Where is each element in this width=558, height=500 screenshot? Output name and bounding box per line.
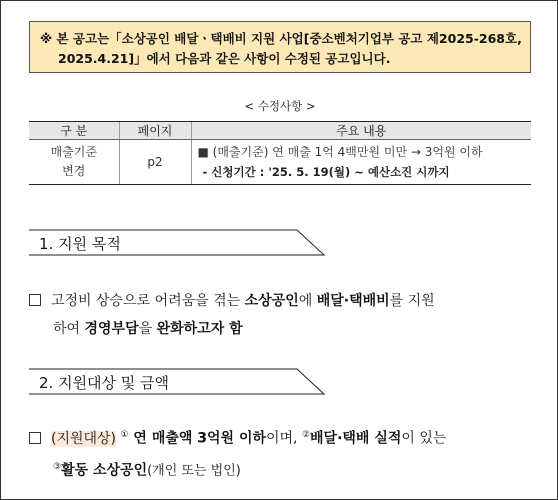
- revision-table: [29, 121, 531, 185]
- target-label: (지원대상): [51, 430, 117, 447]
- text-segment: 하여: [53, 321, 85, 337]
- text-emphasis-relief: 완화하고자 함: [156, 321, 243, 337]
- section-2-heading: [29, 368, 329, 395]
- content-line-2: - 신청기간 : '25. 5. 19(월) ~ 예산소진 시까지: [202, 165, 450, 179]
- text-segment: 이며,: [266, 430, 298, 447]
- content-line-1: ■ (매출기준) 연 매출 1억 4백만원 미만 → 3억원 이하: [197, 145, 483, 159]
- cell-content: [191, 140, 531, 185]
- table-row: [29, 140, 531, 185]
- text-segment: 을: [138, 321, 157, 337]
- paragraph-line-1: [29, 287, 539, 315]
- text-emphasis-delivery: 배달·택배비: [316, 293, 390, 309]
- circled-3: ③: [53, 461, 62, 472]
- checkbox-bullet: [29, 432, 41, 444]
- revision-title: < 수정사항 >: [244, 99, 316, 113]
- section-2-paragraph: [29, 421, 539, 485]
- text-segment: 고정비 상승으로 어려움을 겪는: [51, 293, 245, 309]
- text-segment: 이 있는: [401, 430, 447, 447]
- category-line-2: 변경: [62, 164, 86, 178]
- text-emphasis-active-business: 활동 소상공인: [61, 462, 148, 479]
- text-emphasis-revenue: 연 매출액 3억원 이하: [128, 430, 266, 447]
- circled-1: ①: [120, 430, 129, 440]
- text-segment: 를 지원: [389, 293, 435, 309]
- section-1-heading: [29, 229, 329, 256]
- checkbox-bullet: [29, 294, 41, 306]
- category-line-1: 매출기준: [50, 145, 97, 159]
- section-1-title: 1. 지원 목적: [39, 235, 121, 253]
- section-2-title: 2. 지원대상 및 금액: [39, 374, 170, 392]
- paragraph-line-2: [29, 453, 539, 486]
- text-segment: (개인 또는 법인): [147, 463, 241, 479]
- header-content: 주요 내용: [191, 122, 531, 140]
- cell-page: p2: [119, 140, 191, 185]
- circled-2: ②: [301, 430, 311, 440]
- table-header-row: [29, 122, 531, 140]
- text-emphasis-burden: 경영부담: [84, 321, 139, 337]
- text-segment: 에: [298, 293, 317, 309]
- header-page: 페이지: [119, 122, 191, 140]
- paragraph-line-2: [29, 315, 539, 343]
- cell-category: [29, 140, 119, 185]
- text-emphasis-delivery-record: 배달·택배 실적: [310, 430, 402, 447]
- paragraph-line-1: [29, 421, 539, 453]
- section-1-paragraph: [29, 287, 539, 343]
- notice-box: [29, 21, 531, 73]
- notice-line-2: 2025.4.21]」에서 다음과 같은 사항이 수정된 공고입니다.: [58, 51, 391, 66]
- header-category: 구 분: [29, 122, 119, 140]
- text-emphasis-small-business: 소상공인: [244, 293, 299, 309]
- notice-line-1: ※ 본 공고는「소상공인 배달ㆍ택배비 지원 사업[중소벤처기업부 공고 제2025-268호,: [40, 31, 522, 46]
